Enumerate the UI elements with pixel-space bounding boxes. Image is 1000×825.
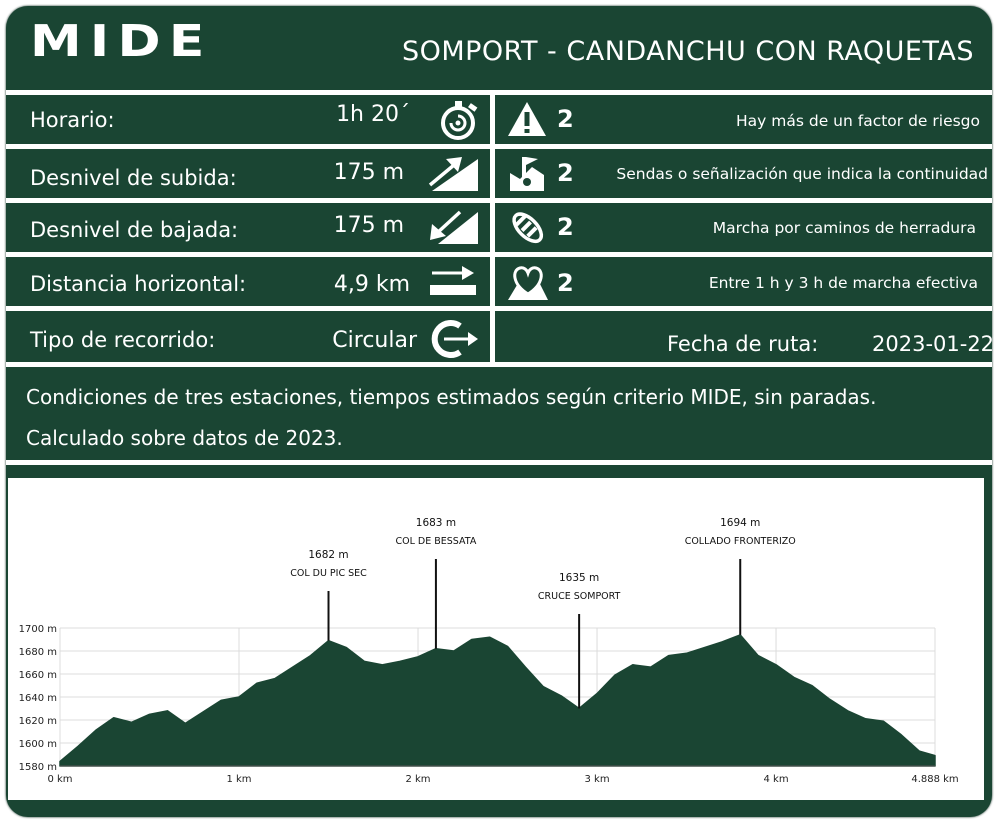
date-label: Fecha de ruta: [667, 332, 819, 356]
rating-score: 2 [557, 159, 574, 187]
header [8, 8, 992, 90]
y-tick-label: 1660 m [18, 670, 57, 681]
ascent-arrow-icon [428, 155, 482, 193]
annotation-elevation: 1683 m [415, 517, 457, 529]
x-tick-label: 0 km [47, 774, 73, 785]
x-tick-label: 2 km [405, 774, 431, 785]
y-tick-label: 1620 m [18, 716, 57, 727]
rating-score: 2 [557, 213, 574, 241]
y-tick-label: 1680 m [18, 647, 57, 658]
descent-arrow-icon [428, 208, 482, 246]
divider [6, 198, 992, 203]
divider [6, 252, 992, 257]
date-value: 2023-01-22 [872, 332, 995, 356]
stat-label: Horario: [30, 108, 115, 132]
circular-route-icon [426, 318, 480, 360]
divider [6, 144, 992, 149]
annotation-elevation: 1682 m [308, 549, 349, 561]
conditions-note: Condiciones de tres estaciones, tiempos estimados según criterio MIDE, sin paradas. [26, 385, 877, 409]
elevation-profile-panel [8, 478, 984, 800]
y-tick-label: 1580 m [18, 762, 57, 773]
elevation-area [60, 635, 935, 766]
x-tick-label: 3 km [584, 774, 610, 785]
route-title: SOMPORT - CANDANCHU CON RAQUETAS [401, 36, 974, 67]
stat-label: Desnivel de subida: [30, 166, 237, 190]
rating-text: Marcha por caminos de herradura [712, 219, 976, 237]
annotation-name: COLLADO FRONTERIZO [684, 536, 796, 547]
rating-text: Entre 1 h y 3 h de marcha efectiva [708, 274, 978, 292]
stat-value: Circular [332, 328, 417, 353]
stopwatch-icon [438, 99, 482, 141]
stat-value: 175 m [333, 213, 404, 238]
divider [490, 90, 495, 367]
y-tick-label: 1600 m [18, 739, 57, 750]
annotation-name: COL DE BESSATA [395, 536, 477, 547]
rating-score: 2 [557, 105, 574, 133]
mide-logo: MIDE [30, 16, 213, 67]
stat-value: 4,9 km [333, 272, 410, 297]
x-tick-label: 4.888 km [911, 774, 959, 785]
horizontal-arrow-icon [428, 263, 478, 299]
calculation-note: Calculado sobre datos de 2023. [26, 426, 343, 450]
signpost-icon [506, 153, 548, 193]
stat-label: Tipo de recorrido: [30, 328, 216, 352]
stat-label: Distancia horizontal: [30, 272, 247, 296]
elevation-profile-chart [8, 478, 984, 800]
y-tick-label: 1700 m [18, 624, 57, 635]
x-tick-label: 4 km [763, 774, 789, 785]
annotation-elevation: 1635 m [558, 572, 600, 584]
divider [6, 362, 992, 367]
rating-score: 2 [557, 269, 574, 297]
rating-text: Sendas o señalización que indica la continuidad [616, 165, 988, 183]
x-tick-label: 1 km [226, 774, 252, 785]
warning-triangle-icon [506, 100, 548, 138]
annotation-name: COL DU PIC SEC [290, 568, 367, 579]
footprint-icon [506, 206, 548, 248]
annotation-elevation: 1694 m [720, 517, 761, 529]
rating-text: Hay más de un factor de riesgo [736, 112, 980, 130]
stat-value: 1h 20´ [336, 102, 410, 127]
annotation-name: CRUCE SOMPORT [537, 591, 621, 602]
stat-label: Desnivel de bajada: [30, 218, 239, 242]
y-tick-label: 1640 m [18, 693, 57, 704]
divider [6, 306, 992, 311]
stat-value: 175 m [333, 160, 404, 185]
divider [6, 90, 992, 95]
heart-mountain-icon [506, 260, 550, 302]
divider [6, 460, 992, 465]
